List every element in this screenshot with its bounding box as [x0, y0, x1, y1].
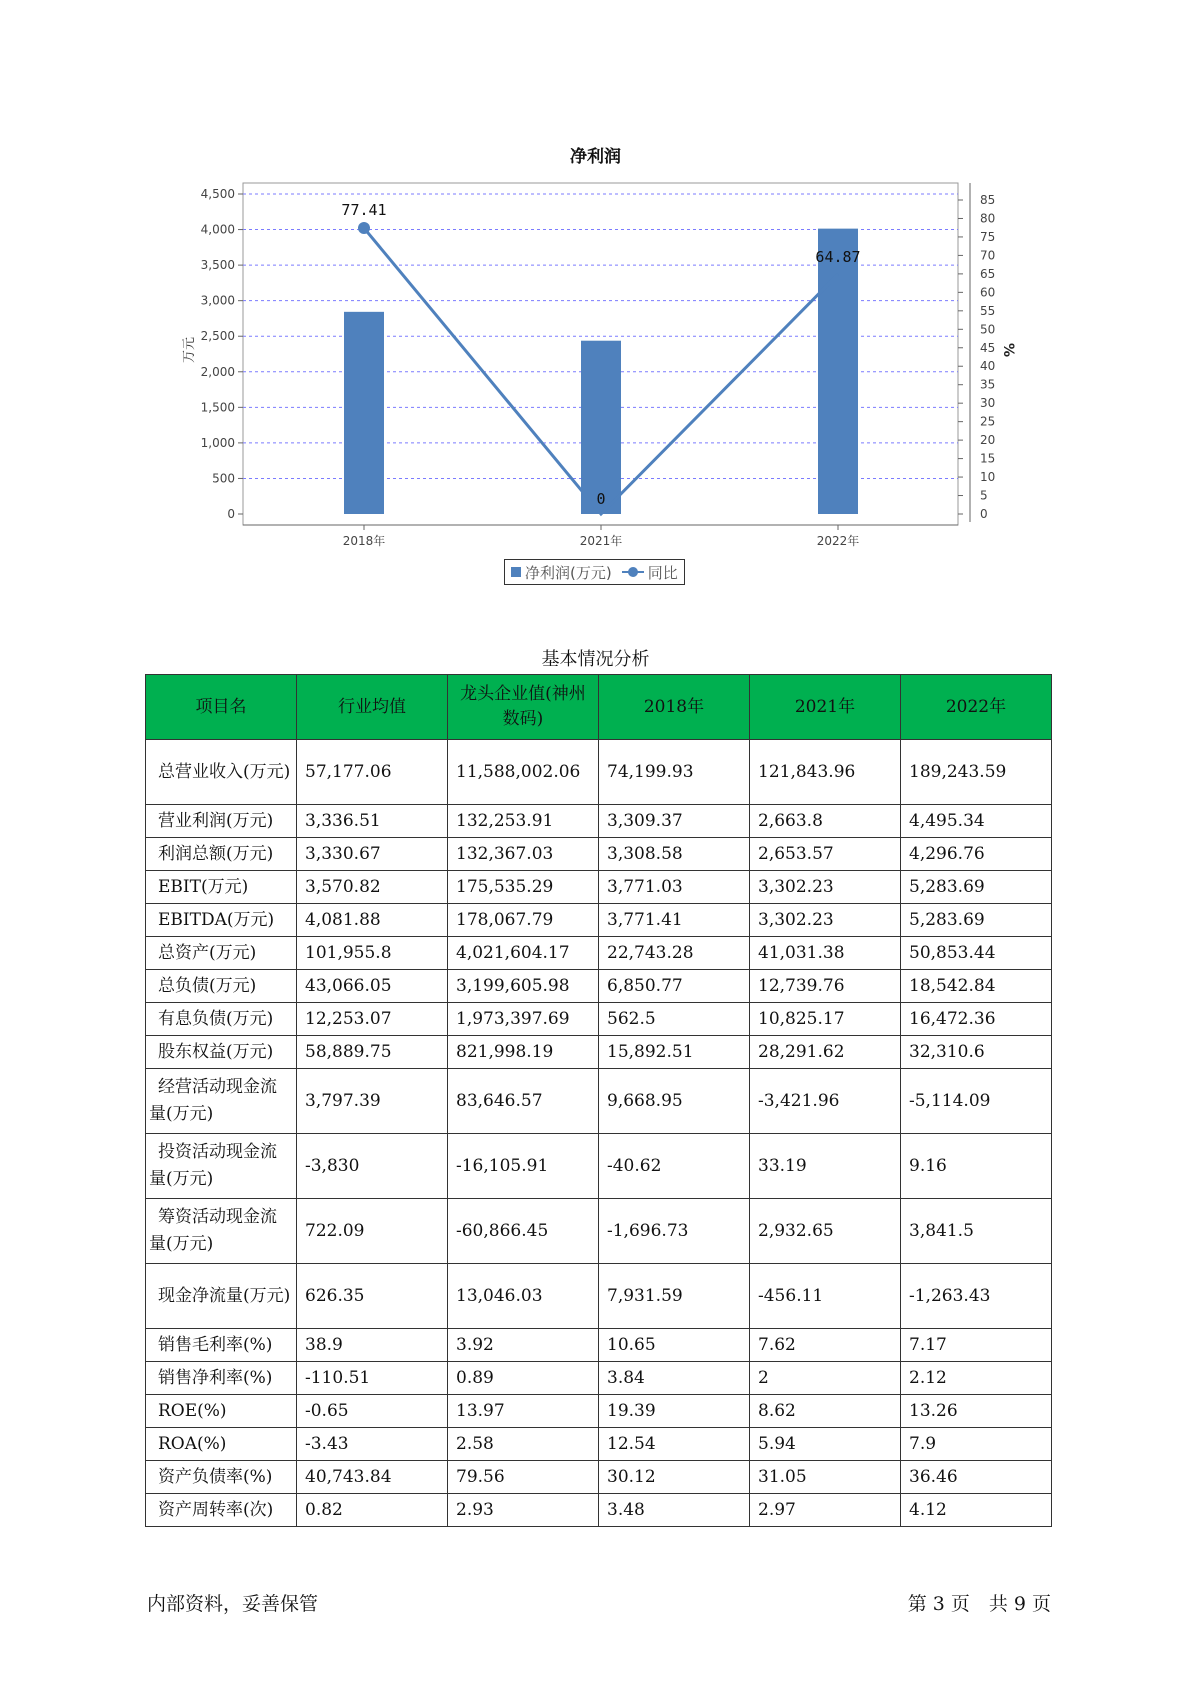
table-cell: 626.35 — [297, 1264, 448, 1329]
data-label: 77.41 — [341, 201, 387, 219]
table-cell: 2.12 — [901, 1362, 1052, 1395]
table-cell: -3,421.96 — [750, 1069, 901, 1134]
table-cell: 74,199.93 — [599, 740, 750, 805]
table-cell: 5,283.69 — [901, 871, 1052, 904]
table-cell: 10.65 — [599, 1329, 750, 1362]
table-cell: -110.51 — [297, 1362, 448, 1395]
table-cell: 178,067.79 — [448, 904, 599, 937]
table-cell: 132,253.91 — [448, 805, 599, 838]
table-row — [146, 1003, 1052, 1036]
table-row — [146, 1494, 1052, 1527]
table-row — [146, 1362, 1052, 1395]
table-cell: -456.11 — [750, 1264, 901, 1329]
row-label: 筹资活动现金流量(万元) — [146, 1199, 297, 1264]
row-label: EBITDA(万元) — [146, 904, 297, 937]
page-current: 3 — [932, 1593, 945, 1615]
table-cell: 12.54 — [599, 1428, 750, 1461]
table-row — [146, 1036, 1052, 1069]
footer-page-number — [902, 1589, 1051, 1616]
table-cell: 58,889.75 — [297, 1036, 448, 1069]
y2-tick-label: 0 — [980, 507, 988, 521]
table-cell: 4,081.88 — [297, 904, 448, 937]
table-cell: 11,588,002.06 — [448, 740, 599, 805]
row-label: 股东权益(万元) — [146, 1036, 297, 1069]
y-tick-label: 3,000 — [200, 293, 235, 308]
table-cell: 4,296.76 — [901, 838, 1052, 871]
table-cell: 7.62 — [750, 1329, 901, 1362]
table-cell: 83,646.57 — [448, 1069, 599, 1134]
y2-tick-label: 45 — [980, 340, 996, 355]
table-row — [146, 937, 1052, 970]
table-cell: 6,850.77 — [599, 970, 750, 1003]
y2-tick-label: 5 — [980, 488, 988, 503]
table-cell: 3,797.39 — [297, 1069, 448, 1134]
y-tick-label: 4,000 — [200, 222, 235, 237]
table-cell: 3,841.5 — [901, 1199, 1052, 1264]
row-label: 利润总额(万元) — [146, 838, 297, 871]
y-tick-label: 2,000 — [200, 364, 235, 379]
legend-bar-swatch — [511, 567, 521, 577]
table-row — [146, 904, 1052, 937]
table-cell: 31.05 — [750, 1461, 901, 1494]
y2-axis-label: % — [1000, 342, 1016, 358]
table-cell: 4,021,604.17 — [448, 937, 599, 970]
table-cell: 43,066.05 — [297, 970, 448, 1003]
table-cell: 79.56 — [448, 1461, 599, 1494]
table-cell: 57,177.06 — [297, 740, 448, 805]
row-label: EBIT(万元) — [146, 871, 297, 904]
table-cell: -5,114.09 — [901, 1069, 1052, 1134]
table-cell: 4.12 — [901, 1494, 1052, 1527]
legend-bar-label: 净利润(万元) — [525, 563, 612, 582]
table-cell: 3.84 — [599, 1362, 750, 1395]
row-label: 经营活动现金流量(万元) — [146, 1069, 297, 1134]
table-cell: 9.16 — [901, 1134, 1052, 1199]
table-cell: 16,472.36 — [901, 1003, 1052, 1036]
table-cell: 0.82 — [297, 1494, 448, 1527]
y-tick-label: 3,500 — [200, 258, 235, 273]
y-tick-label: 2,500 — [200, 329, 235, 344]
line-point — [358, 222, 370, 234]
table-cell: 3,302.23 — [750, 871, 901, 904]
bar — [344, 312, 384, 514]
table-cell: 5.94 — [750, 1428, 901, 1461]
y2-tick-label: 20 — [980, 433, 996, 448]
row-label: 有息负债(万元) — [146, 1003, 297, 1036]
row-label: 总负债(万元) — [146, 970, 297, 1003]
table-row — [146, 1428, 1052, 1461]
table-cell: 32,310.6 — [901, 1036, 1052, 1069]
y2-tick-label: 50 — [980, 322, 996, 337]
table-cell: 101,955.8 — [297, 937, 448, 970]
table-cell: 9,668.95 — [599, 1069, 750, 1134]
table-cell: -1,696.73 — [599, 1199, 750, 1264]
table-row — [146, 1461, 1052, 1494]
table-cell: 7.17 — [901, 1329, 1052, 1362]
y-tick-label: 0 — [227, 507, 235, 521]
row-label: ROA(%) — [146, 1428, 297, 1461]
y2-tick-label: 65 — [980, 266, 996, 281]
table-cell: 7,931.59 — [599, 1264, 750, 1329]
table-cell: -3.43 — [297, 1428, 448, 1461]
table-cell: 2,653.57 — [750, 838, 901, 871]
table-cell: -16,105.91 — [448, 1134, 599, 1199]
table-cell: 19.39 — [599, 1395, 750, 1428]
table-cell: 3,336.51 — [297, 805, 448, 838]
row-label: 投资活动现金流量(万元) — [146, 1134, 297, 1199]
table-cell: 13.97 — [448, 1395, 599, 1428]
table-cell: 33.19 — [750, 1134, 901, 1199]
row-label: 总营业收入(万元) — [146, 740, 297, 805]
x-tick-label: 2021年 — [579, 534, 623, 548]
header-item-name: 项目名 — [146, 675, 297, 740]
page-prefix: 第 — [907, 1593, 927, 1615]
page-suffix: 页 — [1031, 1593, 1051, 1615]
y-axis-label: 万元 — [182, 336, 197, 364]
table-cell: 40,743.84 — [297, 1461, 448, 1494]
table-cell: 12,739.76 — [750, 970, 901, 1003]
table-cell: 10,825.17 — [750, 1003, 901, 1036]
row-label: 销售毛利率(%) — [146, 1329, 297, 1362]
header-industry-avg: 行业均值 — [297, 675, 448, 740]
y2-tick-label: 75 — [980, 229, 996, 244]
page-total: 9 — [1013, 1593, 1026, 1615]
table-cell: 3,771.03 — [599, 871, 750, 904]
table-header-row — [146, 675, 1052, 740]
table-cell: 2 — [750, 1362, 901, 1395]
chart-legend — [504, 559, 685, 585]
y2-tick-label: 55 — [980, 303, 996, 318]
table-cell: 22,743.28 — [599, 937, 750, 970]
table-cell: 3,771.41 — [599, 904, 750, 937]
table-row — [146, 970, 1052, 1003]
y2-tick-label: 60 — [980, 285, 996, 300]
table-row — [146, 740, 1052, 805]
table-cell: 41,031.38 — [750, 937, 901, 970]
table-cell: 12,253.07 — [297, 1003, 448, 1036]
table-cell: 189,243.59 — [901, 740, 1052, 805]
row-label: 现金净流量(万元) — [146, 1264, 297, 1329]
table-cell: 132,367.03 — [448, 838, 599, 871]
table-cell: 28,291.62 — [750, 1036, 901, 1069]
row-label: 资产周转率(次) — [146, 1494, 297, 1527]
table-cell: 8.62 — [750, 1395, 901, 1428]
table-cell: -3,830 — [297, 1134, 448, 1199]
page-mid: 页 共 — [950, 1593, 1008, 1615]
table-cell: 2.97 — [750, 1494, 901, 1527]
data-label: 64.87 — [815, 248, 861, 266]
header-leader-value: 龙头企业值(神州数码) — [448, 675, 599, 740]
y-tick-label: 1,000 — [200, 435, 235, 450]
table-row — [146, 1395, 1052, 1428]
y2-tick-label: 10 — [980, 470, 996, 485]
y2-tick-label: 35 — [980, 377, 996, 392]
header-2018: 2018年 — [599, 675, 750, 740]
table-cell: 1,973,397.69 — [448, 1003, 599, 1036]
y2-tick-label: 80 — [980, 211, 996, 226]
header-2021: 2021年 — [750, 675, 901, 740]
footer-confidential: 内部资料，妥善保管 — [147, 1593, 319, 1615]
table-cell: 2,932.65 — [750, 1199, 901, 1264]
table-cell: 13,046.03 — [448, 1264, 599, 1329]
table-cell: 2,663.8 — [750, 805, 901, 838]
y-tick-label: 500 — [212, 471, 235, 486]
table-cell: 3.48 — [599, 1494, 750, 1527]
table-cell: 7.9 — [901, 1428, 1052, 1461]
table-cell: 3,308.58 — [599, 838, 750, 871]
y2-tick-label: 30 — [980, 396, 996, 411]
row-label: 营业利润(万元) — [146, 805, 297, 838]
table-cell: 50,853.44 — [901, 937, 1052, 970]
table-cell: 13.26 — [901, 1395, 1052, 1428]
basic-analysis-table — [145, 674, 1052, 1527]
table-cell: 4,495.34 — [901, 805, 1052, 838]
table-cell: 15,892.51 — [599, 1036, 750, 1069]
table-row — [146, 871, 1052, 904]
x-tick-label: 2022年 — [816, 534, 860, 548]
legend-line-swatch — [622, 567, 644, 577]
y2-tick-label: 40 — [980, 359, 996, 374]
table-cell: 5,283.69 — [901, 904, 1052, 937]
table-cell: 121,843.96 — [750, 740, 901, 805]
table-row — [146, 1134, 1052, 1199]
table-body — [146, 740, 1052, 1527]
row-label: ROE(%) — [146, 1395, 297, 1428]
table-cell: -60,866.45 — [448, 1199, 599, 1264]
table-cell: 3,309.37 — [599, 805, 750, 838]
bar — [581, 341, 621, 514]
data-label: 0 — [596, 490, 606, 508]
table-cell: -40.62 — [599, 1134, 750, 1199]
table-cell: 18,542.84 — [901, 970, 1052, 1003]
table-row — [146, 805, 1052, 838]
table-cell: 562.5 — [599, 1003, 750, 1036]
table-cell: 0.89 — [448, 1362, 599, 1395]
y-tick-label: 1,500 — [200, 400, 235, 415]
row-label: 资产负债率(%) — [146, 1461, 297, 1494]
table-cell: 175,535.29 — [448, 871, 599, 904]
table-row — [146, 1199, 1052, 1264]
table-cell: 3,570.82 — [297, 871, 448, 904]
y2-tick-label: 70 — [980, 248, 996, 263]
table-row — [146, 838, 1052, 871]
table-cell: 3.92 — [448, 1329, 599, 1362]
x-tick-label: 2018年 — [342, 534, 386, 548]
table-caption: 基本情况分析 — [541, 649, 650, 670]
table-row — [146, 1329, 1052, 1362]
table-cell: 2.58 — [448, 1428, 599, 1461]
table-row — [146, 1069, 1052, 1134]
legend-line-label: 同比 — [647, 563, 678, 582]
row-label: 总资产(万元) — [146, 937, 297, 970]
table-cell: 821,998.19 — [448, 1036, 599, 1069]
table-cell: 3,199,605.98 — [448, 970, 599, 1003]
table-cell: 38.9 — [297, 1329, 448, 1362]
header-2022: 2022年 — [901, 675, 1052, 740]
table-cell: -0.65 — [297, 1395, 448, 1428]
y2-tick-label: 85 — [980, 193, 996, 207]
bar — [818, 229, 858, 514]
net-profit-chart — [0, 0, 1191, 560]
table-cell: 3,302.23 — [750, 904, 901, 937]
chart-title: 净利润 — [570, 147, 621, 167]
table-cell: 30.12 — [599, 1461, 750, 1494]
table-cell: 36.46 — [901, 1461, 1052, 1494]
row-label: 销售净利率(%) — [146, 1362, 297, 1395]
table-row — [146, 1264, 1052, 1329]
y2-tick-label: 25 — [980, 414, 996, 429]
y2-tick-label: 15 — [980, 451, 996, 466]
table-cell: -1,263.43 — [901, 1264, 1052, 1329]
table-cell: 722.09 — [297, 1199, 448, 1264]
y-tick-label: 4,500 — [200, 187, 235, 201]
table-cell: 2.93 — [448, 1494, 599, 1527]
table-cell: 3,330.67 — [297, 838, 448, 871]
